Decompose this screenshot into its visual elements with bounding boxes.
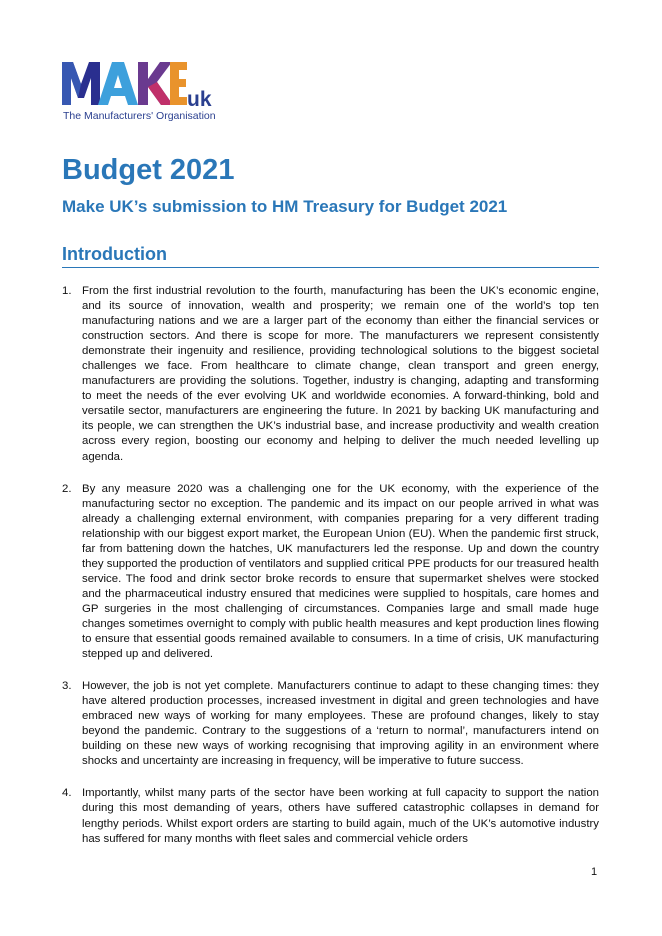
logo-letter-e bbox=[170, 62, 187, 105]
list-item bbox=[62, 482, 599, 663]
page-number: 1 bbox=[591, 866, 598, 878]
logo-letter-m-accent bbox=[62, 62, 81, 105]
document-title: Budget 2021 bbox=[62, 154, 235, 186]
list-item bbox=[62, 786, 599, 846]
list-item bbox=[62, 679, 599, 769]
paragraph-text: Importantly, whilst many parts of the sector have been working at full capacity to support the nation during this most demanding of years, others have suffered catastrophic collapses in demand for lengthy periods. Whilst export orders are starting to build again, much of the UK’s automotive industry has suffered for many months with fleet sales and commercial vehicle orders bbox=[82, 787, 599, 845]
list-item bbox=[62, 284, 599, 465]
logo-tagline: The Manufacturers' Organisation bbox=[63, 110, 216, 122]
paragraph-number: 3. bbox=[62, 680, 72, 693]
paragraph-list bbox=[62, 284, 599, 864]
paragraph-number: 4. bbox=[62, 787, 72, 800]
paragraph-number: 1. bbox=[62, 285, 72, 297]
paragraph-text: From the first industrial revolution to the fourth, manufacturing has been the UK’s economic engine, and its source of innovation, wealth and prosperity; we remain one of the world’s top ten manufacturing nations and we are a larger part of the economy than either the financial services or construction sectors. And there is scope for more. The manufacturers we represent consistently demonstrate their ingenuity and resilience, providing technological solutions to the biggest societal challenges we face. From healthcare to climate change, clean transport and green energy, manufacturers are providing the solutions. Together, industry is changing, adapting and transforming to meet the needs of the ever evolving UK and worldwide economies. A forward-thinking, bold and versatile sector, manufacturers are engineering the future. In 2021 by backing UK manufacturing and its people, we can strengthen the UK’s industrial base, and increase productivity and wealth creation across every region, boosting our economy and helping to deliver the much needed levelling up agenda. bbox=[82, 285, 599, 463]
document-subtitle: Make UK’s submission to HM Treasury for Budget 2021 bbox=[62, 197, 508, 216]
paragraph-number: 2. bbox=[62, 482, 72, 495]
logo-letter-k-accent bbox=[148, 82, 173, 105]
paragraph-text: However, the job is not yet complete. Manufacturers continue to adapt to these changing times: they have altered production processes, increased investment in digital and green technologies and have embraced new ways of working for many employees. These are profound changes, likely to stay beyond the pandemic. Contrary to the suggestions of a ‘return to normal’, manufacturers intend on building on these new ways of working recognising that improving agility in an environment where shocks and uncertainty are increasing in frequency, will be imperative to future success. bbox=[82, 680, 599, 768]
logo-text-uk: uk bbox=[187, 88, 212, 111]
section-divider bbox=[62, 267, 599, 268]
section-heading-introduction: Introduction bbox=[62, 244, 167, 264]
paragraph-text: By any measure 2020 was a challenging one for the UK economy, with the experience of the manufacturing sector no exception. The pandemic and its impact on our people arrived in what was already a challenging external environment, with companies preparing for a very different trading relationship with our biggest export market, the European Union (EU). When the pandemic first struck, far from battening down the hatches, UK manufacturers led the response. Up and down the country they supported the production of ventilators and supplied critical PPE products for our treasured health service. The food and drink sector broke records to ensure that supermarket shelves were stocked and the pharmaceutical industry ensured that medicines were supplied to hospitals, care homes and GP surgeries in the most challenging of circumstances. Companies large and small made huge changes sometimes overnight to comply with public health measures and kept production lines flowing to ensure that essential goods remained available to consumers. In a time of crisis, UK manufacturing stepped up and delivered. bbox=[82, 482, 599, 661]
logo-letter-a bbox=[98, 62, 138, 105]
